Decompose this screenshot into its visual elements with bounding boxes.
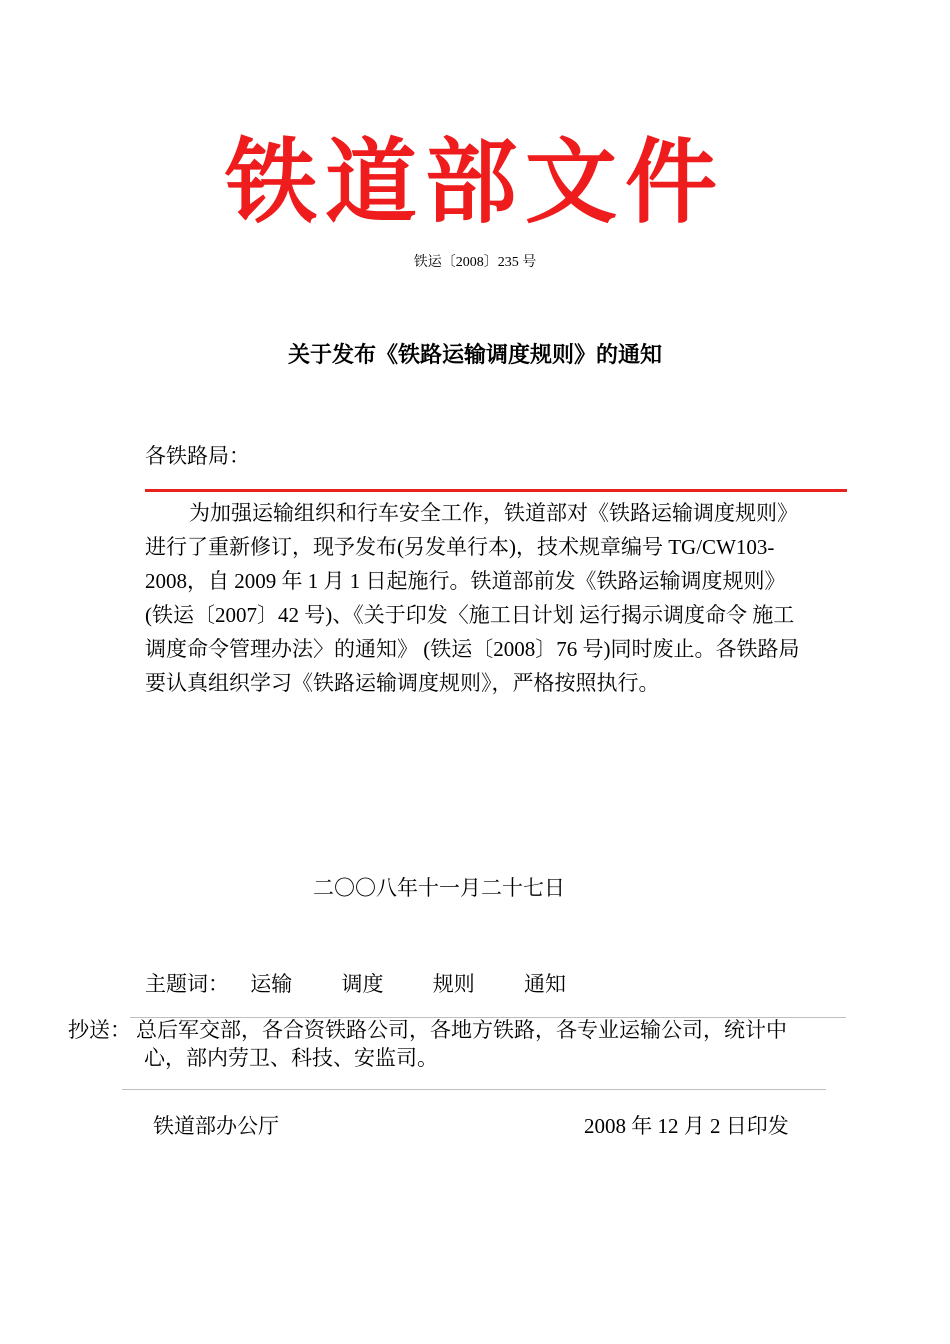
cc-block xyxy=(68,1016,813,1072)
issue-date: 二〇〇八年十一月二十七日 xyxy=(313,876,565,900)
document-masthead: 铁道部文件 xyxy=(224,129,725,236)
cc-label: 抄送： xyxy=(68,1018,131,1042)
subject-keywords xyxy=(145,970,610,998)
red-divider xyxy=(145,489,847,492)
keyword-item: 通知 xyxy=(524,972,566,996)
document-number: 铁运〔2008〕235 号 xyxy=(413,255,537,270)
keywords-label: 主题词： xyxy=(145,972,229,996)
keyword-item: 运输 xyxy=(250,972,293,996)
salutation: 各铁路局： xyxy=(145,444,250,468)
issuing-office: 铁道部办公厅 xyxy=(153,1114,279,1138)
notice-title: 关于发布《铁路运输调度规则》的通知 xyxy=(287,343,662,368)
print-date: 2008 年 12 月 2 日印发 xyxy=(584,1114,789,1138)
keyword-item: 规则 xyxy=(432,972,475,996)
cc-bottom-divider xyxy=(122,1089,826,1090)
body-paragraph xyxy=(145,496,810,700)
body-text: 为加强运输组织和行车安全工作，铁道部对《铁路运输调度规则》进行了重新修订，现予发布(另发单行本)，技术规章编号 TG/CW103-2008，自 2009 年 1 月 1 日起施行。铁道部前发《铁路运输调度规则》(铁运〔2007〕42 号)、《关于印发〈施工日计划 运行揭示调度命令 施工调度命令管理办法〉的通知》 (铁运〔2008〕76 号)同时废止。各铁路局要认真组织学习《铁路运输调度规则》，严格按照执行。 xyxy=(145,501,800,695)
cc-recipients: 总后军交部，各合资铁路公司，各地方铁路，各专业运输公司，统计中心，部内劳卫、科技、安监司。 xyxy=(136,1018,787,1070)
keyword-item: 调度 xyxy=(341,972,384,996)
